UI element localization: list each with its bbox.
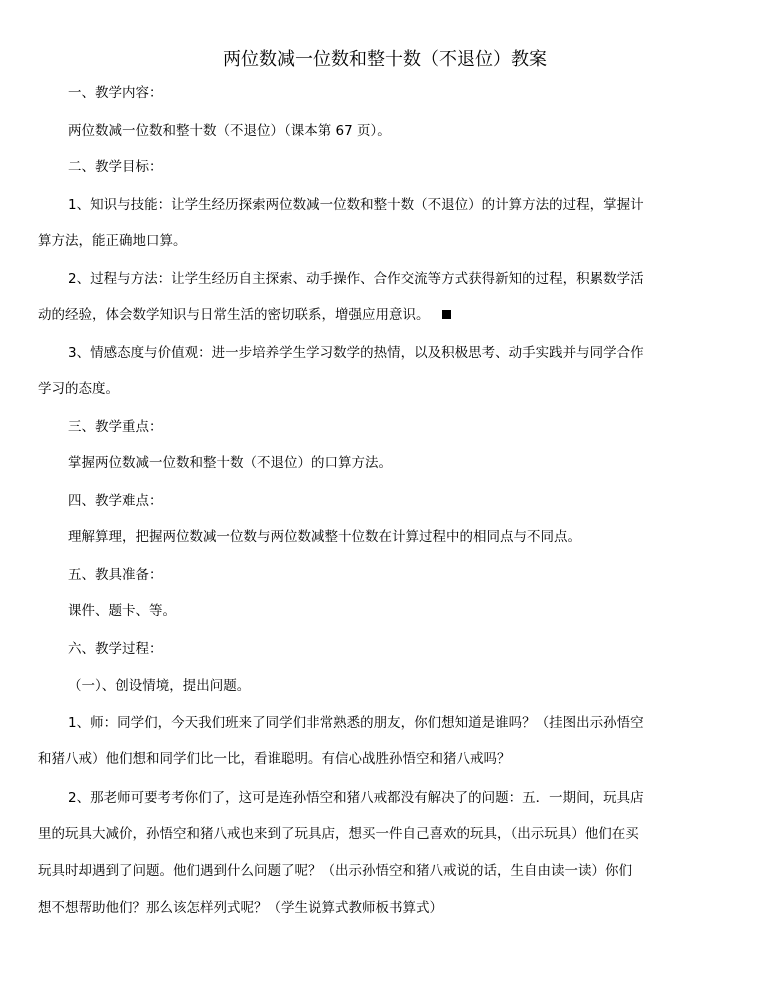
paragraph-goal-2-line-2-text: 动的经验，体会数学知识与日常生活的密切联系，增强应用意识。 [38, 307, 430, 323]
paragraph-goal-3-line-2: 学习的态度。 [38, 381, 119, 397]
paragraph-step-2-line-2: 里的玩具大减价，孙悟空和猪八戒也来到了玩具店，想买一件自己喜欢的玩具，（出示玩具）他们在买 [38, 826, 639, 842]
paragraph-goal-1-line-1: 1、知识与技能：让学生经历探索两位数减一位数和整十数（不退位）的计算方法的过程，掌握计 [68, 197, 644, 213]
paragraph-step-2-line-1: 2、那老师可要考考你们了，这可是连孙悟空和猪八戒都没有解决了的问题：五．一期间，玩具店 [68, 790, 644, 806]
paragraph-step-2-line-3: 玩具时却遇到了问题。他们遇到什么问题了呢？（出示孙悟空和猪八戒说的话，生自由读一读）你们 [38, 863, 632, 879]
black-square-icon [442, 310, 451, 319]
section-heading-difficulties: 四、教学难点： [68, 493, 163, 509]
paragraph-step-1-line-1: 1、师：同学们，今天我们班来了同学们非常熟悉的朋友，你们想知道是谁吗？（挂图出示孙悟空 [68, 715, 644, 731]
paragraph-goal-2-line-2 [38, 305, 451, 325]
paragraph-materials: 课件、题卡、等。 [68, 603, 176, 619]
paragraph-content: 两位数减一位数和整十数（不退位）（课本第 67 页）。 [68, 123, 391, 139]
paragraph-goal-1-line-2: 算方法，能正确地口算。 [38, 233, 187, 249]
section-heading-process: 六、教学过程： [68, 641, 163, 657]
paragraph-step-1-line-2: 和猪八戒）他们想和同学们比一比，看谁聪明。有信心战胜孙悟空和猪八戒吗？ [38, 751, 511, 767]
paragraph-goal-3-line-1: 3、情感态度与价值观：进一步培养学生学习数学的热情，以及积极思考、动手实践并与同学合作 [68, 345, 644, 361]
paragraph-goal-2-line-1: 2、过程与方法：让学生经历自主探索、动手操作、合作交流等方式获得新知的过程，积累数学活 [68, 271, 644, 287]
section-heading-goals: 二、教学目标： [68, 159, 163, 175]
document-title: 两位数减一位数和整十数（不退位）教案 [223, 49, 547, 70]
section-heading-key-points: 三、教学重点： [68, 419, 163, 435]
section-heading-materials: 五、教具准备： [68, 567, 163, 583]
section-heading-content: 一、教学内容： [68, 85, 163, 101]
paragraph-step-2-line-4: 想不想帮助他们？那么该怎样列式呢？（学生说算式教师板书算式） [38, 900, 443, 916]
paragraph-key-points: 掌握两位数减一位数和整十数（不退位）的口算方法。 [68, 455, 392, 471]
paragraph-difficulties: 理解算理，把握两位数减一位数与两位数减整十位数在计算过程中的相同点与不同点。 [68, 529, 581, 545]
subsection-heading-scenario: （一）、创设情境，提出问题。 [68, 678, 251, 694]
